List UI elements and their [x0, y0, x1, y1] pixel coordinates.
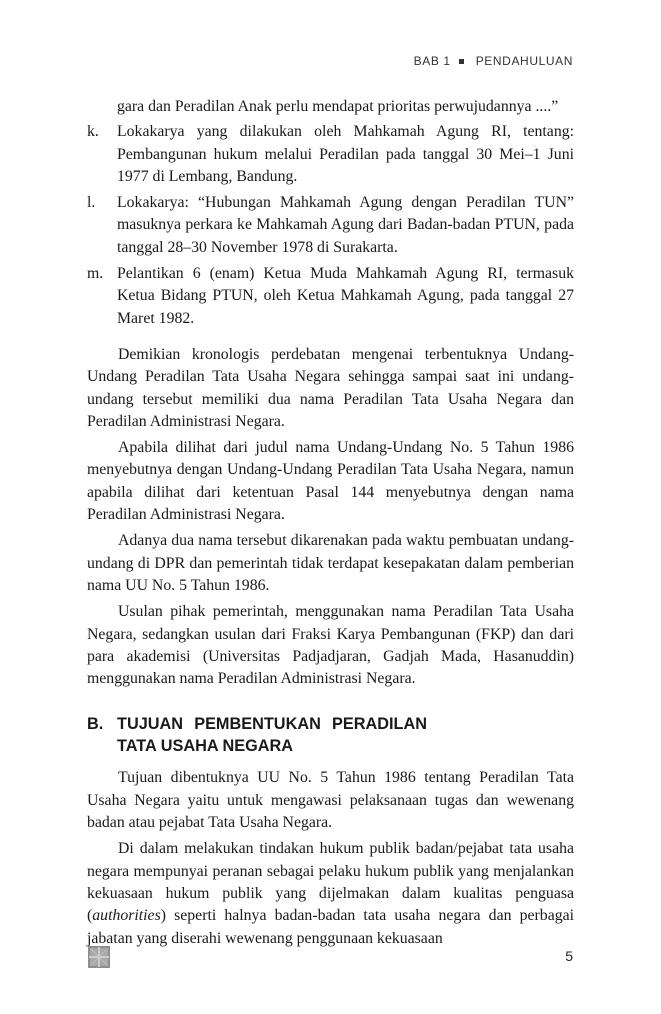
- body-paragraph: Adanya dua nama tersebut dikarenakan pada waktu pembuatan undang-undang di DPR dan pemerintah tidak terdapat kesepakatan dalam pemberian nama UU No. 5 Tahun 1986.: [87, 532, 574, 594]
- page-body: [87, 96, 574, 950]
- body-paragraph: Apabila dilihat dari judul nama Undang-Undang No. 5 Tahun 1986 menyebutnya dengan Undang-Undang Peradilan Tata Usaha Negara, namun apabila dilihat dari ketentuan Pasal 144 menyebutnya dengan nama Peradilan Administrasi Negara.: [87, 439, 574, 524]
- list-marker: l.: [87, 194, 96, 212]
- section-letter: B.: [87, 715, 104, 734]
- list-marker: k.: [87, 123, 99, 141]
- list-marker: m.: [87, 265, 104, 283]
- section-paragraph: [87, 838, 574, 949]
- list-item: [87, 192, 574, 259]
- list-item: [87, 121, 574, 188]
- printer-registration-mark-icon: [88, 946, 110, 968]
- square-bullet-icon: [459, 59, 464, 64]
- list-item-text: Pelantikan 6 (enam) Ketua Muda Mahkamah Agung RI, termasuk Ketua Bidang PTUN, oleh Ketua Mahkamah Agung, pada tanggal 27 Maret 1982.: [117, 265, 574, 327]
- body-paragraph: Demikian kronologis perdebatan mengenai terbentuknya Undang-Undang Peradilan Tata Usaha Negara sehingga sampai saat ini undang-undang tersebut memiliki dua nama Peradilan Tata Usaha Negara dan Peradilan Administrasi Negara.: [87, 345, 574, 430]
- chapter-label: BAB 1: [413, 54, 451, 68]
- list-item: [87, 263, 574, 330]
- list-item-text: Lokakarya yang dilakukan oleh Mahkamah Agung RI, tentang: Pembangunan hukum melalui Peradilan pada tanggal 30 Mei–1 Juni 1977 di Lembang, Bandung.: [117, 123, 574, 185]
- italic-term: authorities: [92, 907, 161, 925]
- chapter-title: PENDAHULUAN: [475, 54, 573, 68]
- section-paragraph: Tujuan dibentuknya UU No. 5 Tahun 1986 tentang Peradilan Tata Usaha Negara yaitu untuk mengawasi pelaksanaan tugas dan wewenang badan atau pejabat Tata Usaha Negara.: [87, 769, 574, 832]
- page-number: 5: [565, 948, 573, 964]
- section-heading: [87, 713, 574, 757]
- paragraph-text-end: ) seperti halnya badan-badan tata usaha negara dan perbagai jabatan yang diserahi wewenang penggunaan kekuasaan: [87, 907, 574, 947]
- body-paragraph: Usulan pihak pemerintah, menggunakan nama Peradilan Tata Usaha Negara, sedangkan usulan dari Fraksi Karya Pembangunan (FKP) dan dari para akademisi (Universitas Padjadjaran, Gadjah Mada, Hasanuddin) menggunakan nama Peradilan Administrasi Negara.: [87, 603, 574, 688]
- list-item-text: Lokakarya: “Hubungan Mahkamah Agung dengan Peradilan TUN” masuknya perkara ke Mahkamah Agung dari Badan-badan PTUN, pada tanggal 28–30 November 1978 di Surakarta.: [117, 194, 574, 256]
- section-title: TUJUAN PEMBENTUKAN PERADILAN TATA USAHA NEGARA: [117, 715, 427, 756]
- running-header: [414, 54, 573, 68]
- continued-list-text: gara dan Peradilan Anak perlu mendapat prioritas perwujudannya ....”: [117, 98, 559, 115]
- paragraph-text-start: Di dalam melakukan tindakan hukum publik badan/pejabat tata usaha negara mempunyai peranan sebagai pelaku hukum publik yang menjalankan kekuasaan hukum publik yang dijelmakan dalam kualitas penguasa (: [87, 840, 574, 925]
